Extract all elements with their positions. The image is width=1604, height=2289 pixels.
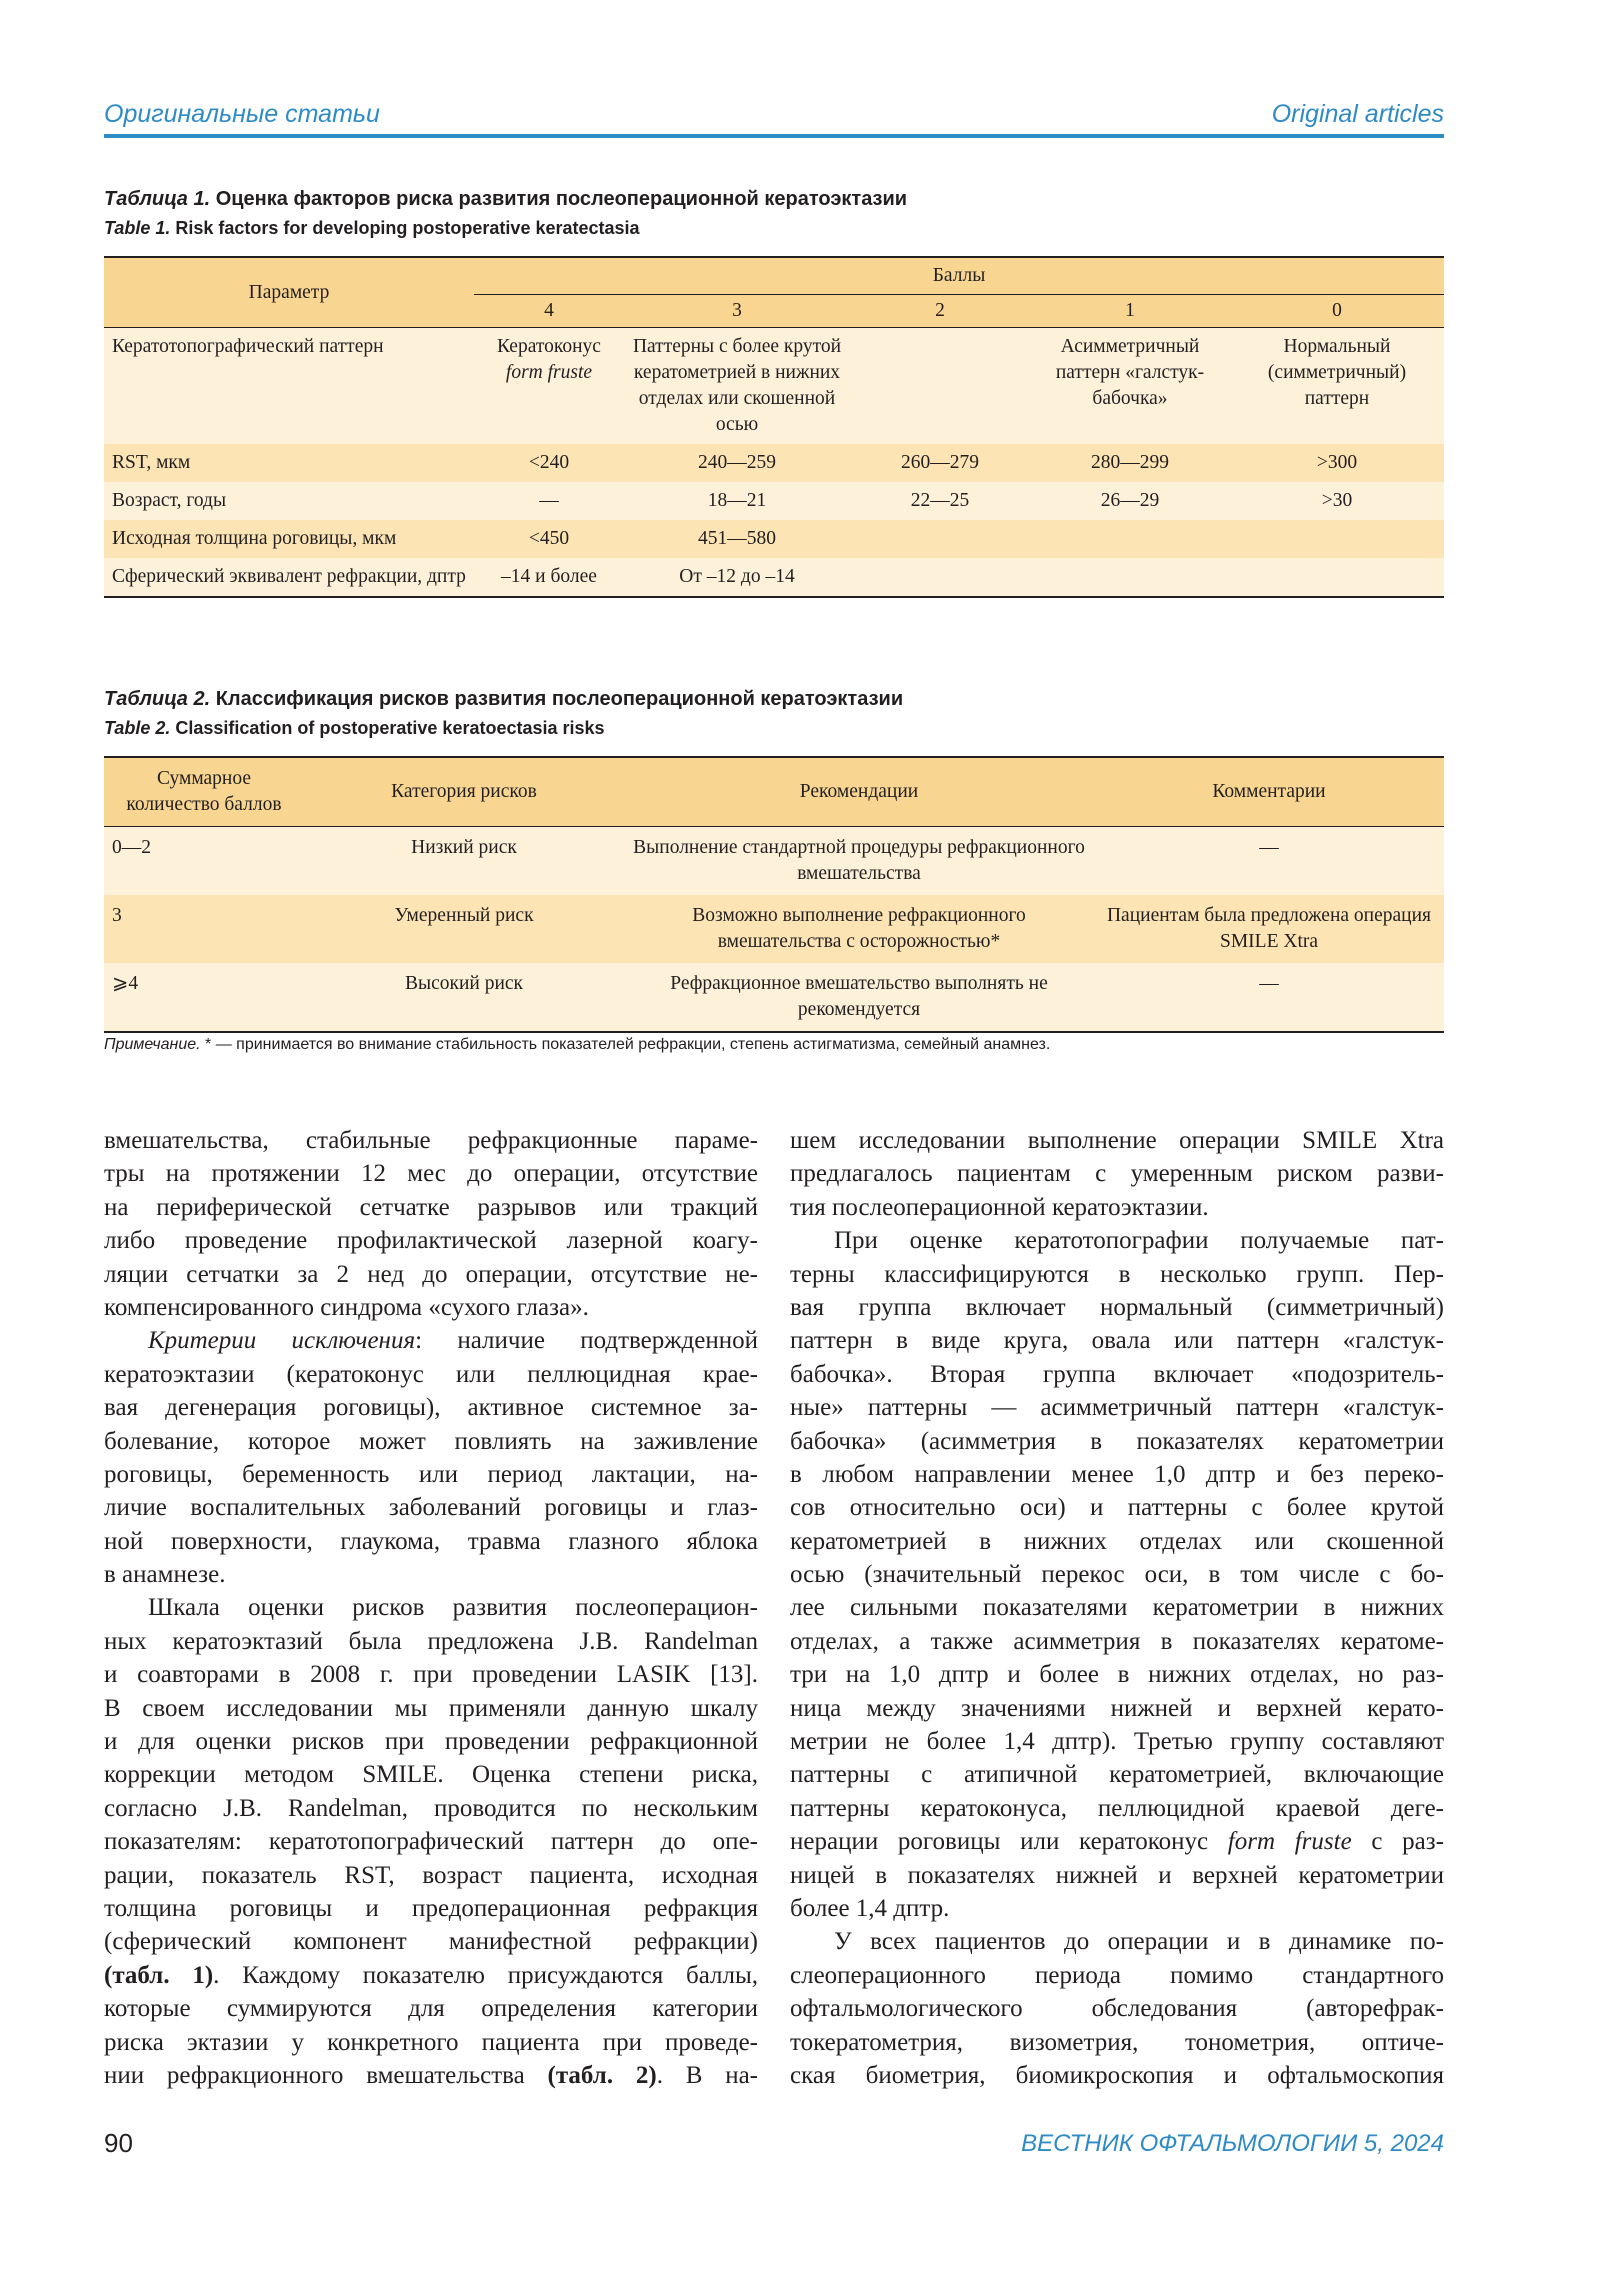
text-line: терны классифицируются в несколько групп. Пер- xyxy=(790,1260,1444,1288)
table1-score-header: 0 xyxy=(1230,295,1444,328)
text-line: ская биометрия, биомикроскопия и офтальмоскопия xyxy=(790,2061,1444,2089)
table-cell: 3 xyxy=(112,905,122,926)
text-line: согласно J.B. Randelman, проводится по нескольким xyxy=(104,1794,758,1822)
table-cell: <240 xyxy=(528,452,570,473)
text-line: При оценке кератотопографии получаемые пат- xyxy=(834,1227,1444,1255)
table1-header-points: Баллы xyxy=(474,257,1444,295)
table1-caption-en-text: Risk factors for developing postoperative keratectasia xyxy=(175,218,640,238)
table-cell xyxy=(1030,520,1230,558)
table2-caption-en-label: Table 2. xyxy=(104,718,171,738)
text-line: офтальмологического обследования (авторефрак- xyxy=(790,1995,1444,2023)
table-cell: — xyxy=(1259,837,1279,858)
table-row xyxy=(104,444,1444,482)
text-fragment: form fruste xyxy=(1227,1828,1352,1856)
table-cell: 260—279 xyxy=(901,452,979,473)
text-line: шем исследовании выполнение операции SMILE Xtra xyxy=(790,1127,1444,1154)
table-row xyxy=(104,558,1444,597)
table1-score-header: 3 xyxy=(624,295,850,328)
text-fragment: (табл. 1) xyxy=(104,1961,214,1989)
table-cell: Асимметричный паттерн «галстук-бабочка» xyxy=(1055,336,1205,409)
text-line xyxy=(104,1324,758,1357)
table-cell: Высокий риск xyxy=(404,973,524,994)
table-cell xyxy=(1030,558,1230,597)
text-fragment: с раз- xyxy=(1351,1828,1444,1856)
text-line: и соавторами в 2008 г. при проведении LASIK [13]. xyxy=(104,1661,758,1689)
text-line: ница между значениями нижней и верхней керато- xyxy=(790,1694,1444,1722)
text-line: Шкала оценки рисков развития послеоперацион- xyxy=(148,1594,758,1622)
text-line: коррекции методом SMILE. Оценка степени риска, xyxy=(104,1761,758,1789)
text-line: личие воспалительных заболеваний роговицы и глаз- xyxy=(104,1494,758,1522)
text-line xyxy=(104,1959,758,1992)
table2-header: Комментарии xyxy=(1094,757,1444,827)
text-line: роговицы, беременность или период лактации, на- xyxy=(104,1460,758,1488)
table-cell: — xyxy=(539,490,559,511)
table1-caption-ru-text: Оценка факторов риска развития послеоперационной кератоэктазии xyxy=(215,188,908,210)
table-cell: 240—259 xyxy=(698,452,776,473)
text-line: токератометрия, визометрия, тонометрия, оптиче- xyxy=(790,2028,1444,2056)
table-row xyxy=(104,963,1444,1032)
body-column-left xyxy=(104,1124,758,2092)
table2 xyxy=(104,756,1444,1033)
text-line: ной поверхности, глаукома, травма глазного яблока xyxy=(104,1527,758,1555)
text-line xyxy=(790,1825,1444,1858)
text-line: сов относительно оси) и паттерны с более крутой xyxy=(790,1494,1444,1522)
text-line: ных кератоэктазий была предложена J.B. Randelman xyxy=(104,1627,758,1655)
table-cell: Пациентам была предложена операция SMILE Xtra xyxy=(1106,905,1432,952)
table2-header: Рекомендации xyxy=(624,757,1094,827)
running-header-right: Original articles xyxy=(1271,100,1444,128)
text-line: тия послеоперационной кератоэктазии. xyxy=(790,1193,1209,1221)
table-cell xyxy=(1230,520,1444,558)
table-cell xyxy=(850,520,1030,558)
table-cell: 280—299 xyxy=(1091,452,1169,473)
note-text: * — принимается во внимание стабильность показателей рефракции, степень астигматизма, семейный анамнез. xyxy=(205,1036,1051,1053)
page-number: 90 xyxy=(104,2128,133,2158)
text-line: У всех пациентов до операции и в динамике по- xyxy=(834,1928,1444,1956)
text-fragment: . Каждому показателю присуждаются баллы, xyxy=(213,1961,759,1989)
table2-caption-ru-text: Классификация рисков развития послеоперационной кератоэктазии xyxy=(215,688,904,710)
text-line: тры на протяжении 12 мес до операции, отсутствие xyxy=(104,1160,758,1188)
table-cell: Сферический эквивалент рефракции, дптр xyxy=(112,566,466,587)
table-cell: ⩾4 xyxy=(112,973,139,994)
table-cell: Выполнение стандартной процедуры рефракционного вмешательства xyxy=(633,837,1085,884)
text-fragment: нерации роговицы или кератоконус xyxy=(790,1828,1228,1856)
table-cell: От –12 до –14 xyxy=(679,566,795,587)
text-fragment: . В на- xyxy=(656,2061,758,2089)
table-cell xyxy=(1230,558,1444,597)
table-cell: Нормальный (симметричный) паттерн xyxy=(1267,336,1407,409)
text-line: бабочка» (асимметрия в показателях кератометрии xyxy=(790,1427,1444,1455)
table-cell: >30 xyxy=(1321,490,1353,511)
text-line: вмешательства, стабильные рефракционные параме- xyxy=(104,1127,758,1154)
text-line: болевание, которое может повлиять на заживление xyxy=(104,1427,758,1455)
table-row xyxy=(104,520,1444,558)
text-line: паттерн в виде круга, овала или паттерн «галстук- xyxy=(790,1327,1444,1355)
running-header-left: Оригинальные статьи xyxy=(104,100,380,128)
table-cell: <450 xyxy=(528,528,570,549)
table2-caption-ru-label: Таблица 2. xyxy=(104,688,211,710)
table1-header-param: Параметр xyxy=(104,257,474,328)
text-line: рации, показатель RST, возраст пациента, исходная xyxy=(104,1861,758,1889)
header-rule xyxy=(104,134,1444,138)
text-line: в анамнезе. xyxy=(104,1561,226,1589)
table1 xyxy=(104,256,1444,598)
table1-score-header: 1 xyxy=(1030,295,1230,328)
table-cell: — xyxy=(1259,973,1279,994)
text-line: вая дегенерация роговицы), активное системное за- xyxy=(104,1394,758,1422)
table1-caption-ru-label: Таблица 1. xyxy=(104,188,211,210)
text-line: метрии не более 1,4 дптр). Третью группу составляют xyxy=(790,1728,1444,1756)
text-line xyxy=(104,2059,758,2092)
text-line: В своем исследовании мы применяли данную шкалу xyxy=(104,1694,758,1722)
text-fragment: (табл. 2) xyxy=(547,2061,657,2089)
text-line: которые суммируются для определения категории xyxy=(104,1995,758,2023)
table-cell xyxy=(474,328,624,445)
text-line: бабочка». Вторая группа включает «подозритель- xyxy=(790,1360,1444,1388)
text-fragment: : наличие подтвержденной xyxy=(415,1327,759,1355)
text-line: осью (значительный перекос оси, в том числе с бо- xyxy=(790,1561,1444,1589)
text-line: ницей в показателях нижней и верхней кератометрии xyxy=(790,1861,1444,1889)
running-header xyxy=(104,100,1444,134)
text-line: лее сильными показателями кератометрии в нижних xyxy=(790,1594,1444,1622)
table-cell: –14 и более xyxy=(501,566,597,587)
table-cell: Рефракционное вмешательство выполнять не рекомендуется xyxy=(670,973,1048,1020)
table-cell xyxy=(850,558,1030,597)
text-line: в любом направлении менее 1,0 дптр и без переко- xyxy=(790,1460,1444,1488)
text-line: отделах, а также асимметрия в показателях кератоме- xyxy=(790,1627,1444,1655)
text-line: ляции сетчатки за 2 нед до операции, отсутствие не- xyxy=(104,1260,758,1288)
table-cell: RST, мкм xyxy=(112,452,191,473)
text-line: кератоэктазии (кератоконус или пеллюцидная крае- xyxy=(104,1360,758,1388)
text-line: ные» паттерны — асимметричный паттерн «галстук- xyxy=(790,1394,1444,1422)
table-cell-text: form fruste xyxy=(505,362,593,383)
table-cell: Паттерны с более крутой кератометрией в нижних отделах или скошенной осью xyxy=(632,336,842,435)
table-cell: Умеренный риск xyxy=(394,905,534,926)
table2-header: Суммарное количество баллов xyxy=(104,757,304,827)
table-cell: 451—580 xyxy=(698,528,776,549)
table-row xyxy=(104,827,1444,896)
journal-page xyxy=(104,0,1444,2289)
table-cell: Низкий риск xyxy=(411,837,517,858)
table-cell: 0—2 xyxy=(112,837,151,858)
table-cell: Исходная толщина роговицы, мкм xyxy=(112,528,397,549)
table2-header: Категория рисков xyxy=(304,757,624,827)
text-line: компенсированного синдрома «сухого глаза». xyxy=(104,1293,589,1321)
body-column-right xyxy=(790,1124,1444,2092)
table-row xyxy=(104,895,1444,963)
table-cell: Кератотопографический паттерн xyxy=(112,336,384,357)
table2-note xyxy=(104,1036,1050,1054)
table-cell: 22—25 xyxy=(910,490,970,511)
text-line: паттерны с атипичной кератометрией, включающие xyxy=(790,1761,1444,1789)
text-line: либо проведение профилактической лазерной коагу- xyxy=(104,1227,758,1255)
text-line: паттерны кератоконуса, пеллюцидной краевой деге- xyxy=(790,1794,1444,1822)
text-line: вая группа включает нормальный (симметричный) xyxy=(790,1293,1444,1321)
text-line: показателям: кератотопографический паттерн до опе- xyxy=(104,1828,758,1856)
text-line: более 1,4 дптр. xyxy=(790,1894,950,1922)
table-cell: 18—21 xyxy=(707,490,767,511)
table1-caption-en-label: Table 1. xyxy=(104,218,171,238)
table-row xyxy=(104,328,1444,445)
table-cell-text: Кератоконус xyxy=(497,336,601,357)
text-line: предлагалось пациентам с умеренным риском разви- xyxy=(790,1160,1444,1188)
journal-name: ВЕСТНИК ОФТАЛЬМОЛОГИИ 5, 2024 xyxy=(1021,2130,1444,2157)
table-cell: >300 xyxy=(1316,452,1358,473)
table-row xyxy=(104,482,1444,520)
text-line: кератометрией в нижних отделах или скошенной xyxy=(790,1527,1444,1555)
text-line: и для оценки рисков при проведении рефракционной xyxy=(104,1728,758,1756)
text-line: (сферический компонент манифестной рефракции) xyxy=(104,1928,758,1956)
table1-caption xyxy=(104,184,907,242)
text-line: три на 1,0 дптр и более в нижних отделах, но раз- xyxy=(790,1661,1444,1689)
table1-score-header: 2 xyxy=(850,295,1030,328)
table1-score-header: 4 xyxy=(474,295,624,328)
text-line: риска эктазии у конкретного пациента при проведе- xyxy=(104,2028,758,2056)
table2-caption xyxy=(104,684,903,742)
table-cell: Возраст, годы xyxy=(112,490,227,511)
text-fragment: Критерии исключения xyxy=(148,1327,416,1355)
text-line: слеоперационного периода помимо стандартного xyxy=(790,1961,1444,1989)
table2-caption-en-text: Classification of postoperative keratoectasia risks xyxy=(175,718,605,738)
table-cell: 26—29 xyxy=(1100,490,1160,511)
text-line: толщина роговицы и предоперационная рефракция xyxy=(104,1894,758,1922)
text-fragment: нии рефракционного вмешательства xyxy=(104,2061,548,2089)
table-cell: Возможно выполнение рефракционного вмешательства с осторожностью* xyxy=(692,905,1026,952)
note-label: Примечание. xyxy=(104,1036,201,1053)
table-cell xyxy=(850,328,1030,445)
text-line: на периферической сетчатке разрывов или тракций xyxy=(104,1193,758,1221)
